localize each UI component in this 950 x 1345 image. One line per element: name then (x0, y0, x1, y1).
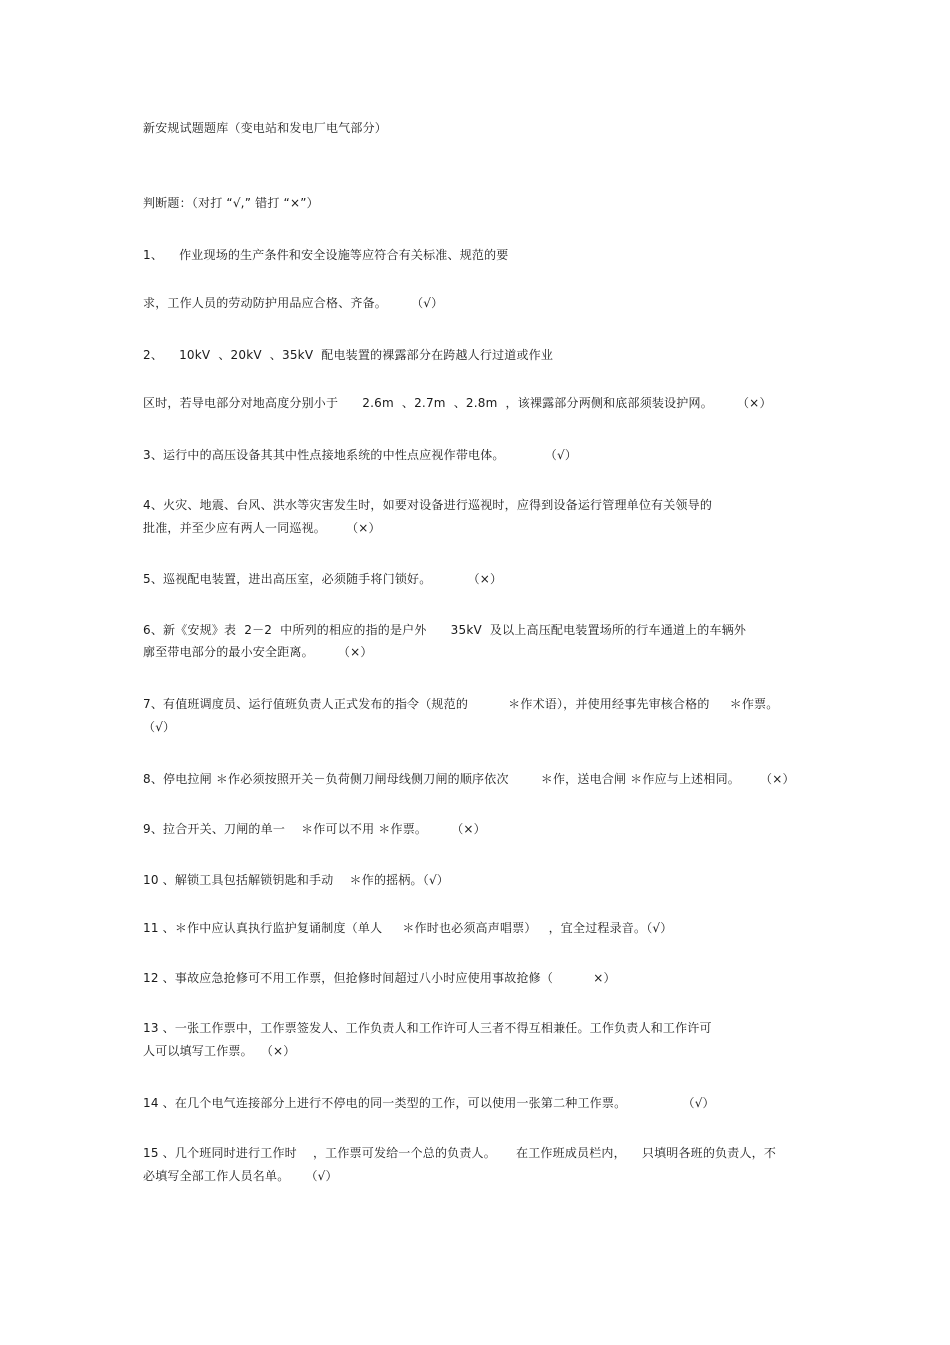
question-2-line-1: 2、 10kV 、20kV 、35kV 配电装置的裸露部分在跨越人行过道或作业 (143, 348, 554, 362)
question-10-line-1: 10 、解锁工具包括解锁钥匙和手动 ＊作的摇柄。（√） (143, 873, 449, 887)
question-15-line-2: 必填写全部工作人员名单。 （√） (143, 1169, 338, 1183)
question-4-line-2: 批准，并至少应有两人一同巡视。 （×） (143, 521, 381, 535)
question-13-line-1: 13 、一张工作票中，工作票签发人、工作负责人和工作许可人三者不得互相兼任。工作负责人和工作许可 (143, 1021, 712, 1035)
question-5-line-1: 5、巡视配电装置，进出高压室，必须随手将门锁好。 （×） (143, 572, 503, 586)
question-8-line-1: 8、停电拉闸 ＊作必须按照开关－负荷侧刀闸母线侧刀闸的顺序依次 ＊作，送电合闸 ＊作应与上述相同。 （×） (143, 772, 795, 786)
question-1-line-2: 求，工作人员的劳动防护用品应合格、齐备。 （√） (143, 296, 444, 310)
question-7-line-1: 7、有值班调度员、运行值班负责人正式发布的指令（规范的 ＊作术语），并使用经事先审核合格的 ＊作票。 (143, 697, 779, 711)
question-11-line-1: 11 、＊作中应认真执行监护复诵制度（单人 ＊作时也必须高声唱票） ，宜全过程录音。（√） (143, 921, 673, 935)
question-15-line-1: 15 、几个班同时进行工作时 ，工作票可发给一个总的负责人。 在工作班成员栏内， 只填明各班的负责人，不 (143, 1146, 777, 1160)
question-2-line-2: 区时，若导电部分对地高度分别小于 2.6m 、2.7m 、2.8m ，该裸露部分两侧和底部须装设护网。 （×） (143, 396, 772, 410)
section-heading: 判断题：（对打 “√,” 错打 “×”） (143, 196, 319, 210)
question-6-line-2: 廓至带电部分的最小安全距离。 （×） (143, 645, 373, 659)
question-1-line-1: 1、 作业现场的生产条件和安全设施等应符合有关标准、规范的要 (143, 248, 509, 262)
question-7-line-2: （√） (143, 720, 176, 734)
question-9-line-1: 9、拉合开关、刀闸的单一 ＊作可以不用 ＊作票。 （×） (143, 822, 486, 836)
question-12-line-1: 12 、事故应急抢修可不用工作票，但抢修时间超过八小时应使用事故抢修（ ×） (143, 971, 616, 985)
question-13-line-2: 人可以填写工作票。 （×） (143, 1044, 296, 1058)
question-4-line-1: 4、火灾、地震、台风、洪水等灾害发生时，如要对设备进行巡视时，应得到设备运行管理单位有关领导的 (143, 498, 713, 512)
document-title: 新安规试题题库（变电站和发电厂电气部分） (143, 121, 388, 135)
question-3-line-1: 3、运行中的高压设备其其中性点接地系统的中性点应视作带电体。 （√） (143, 448, 578, 462)
question-6-line-1: 6、新《安规》表 2－2 中所列的相应的指的是户外 35kV 及以上高压配电装置场所的行车通道上的车辆外 (143, 623, 747, 637)
question-14-line-1: 14 、在几个电气连接部分上进行不停电的同一类型的工作，可以使用一张第二种工作票。 （√） (143, 1096, 715, 1110)
